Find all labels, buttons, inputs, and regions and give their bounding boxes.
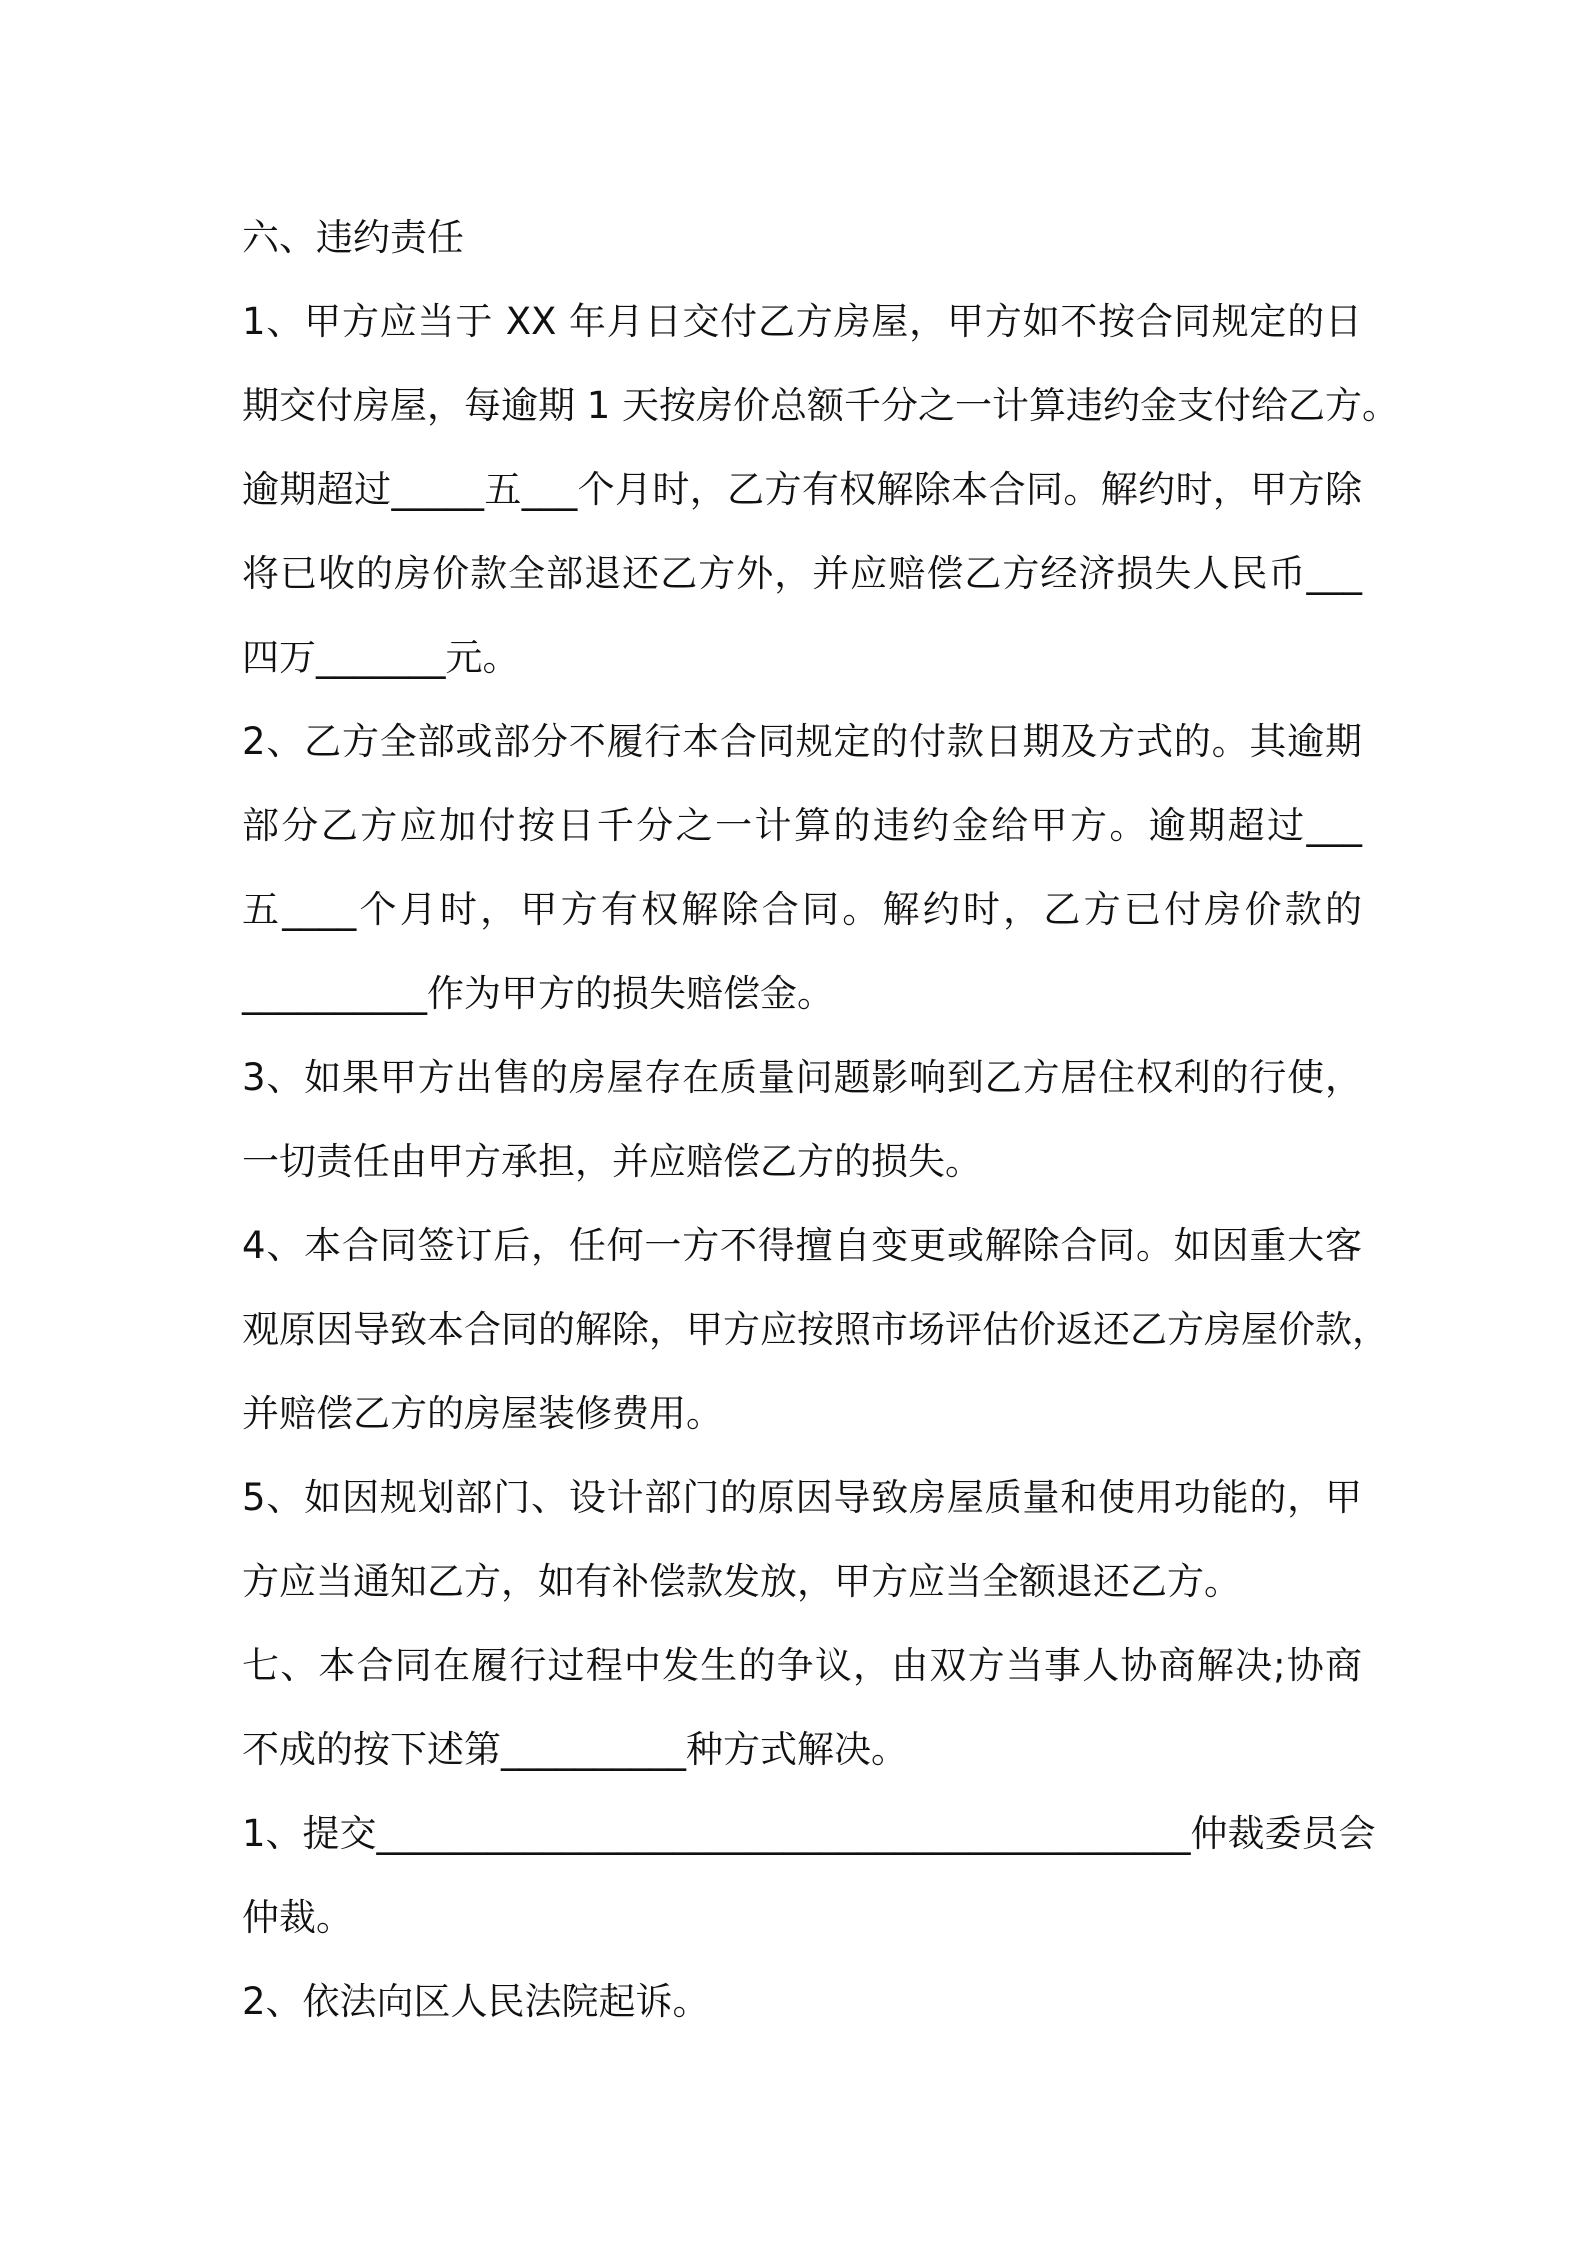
text-line: 2、依法向区人民法院起诉。: [242, 1980, 710, 2023]
text-line: 将已收的房价款全部退还乙方外，并应赔偿乙方经济损失人民币___: [242, 552, 1362, 595]
text-line: 逾期超过_____五___个月时，乙方有权解除本合同。解约时，甲方除: [242, 468, 1362, 511]
text-line: 期交付房屋，每逾期 1 天按房价总额千分之一计算违约金支付给乙方。: [242, 384, 1400, 427]
text-line: 3、如果甲方出售的房屋存在质量问题影响到乙方居住权利的行使，: [242, 1056, 1362, 1099]
text-line: 部分乙方应加付按日千分之一计算的违约金给甲方。逾期超过___: [242, 804, 1362, 847]
text-line: __________作为甲方的损失赔偿金。: [242, 972, 834, 1015]
text-line: 一切责任由甲方承担，并应赔偿乙方的损失。: [242, 1140, 982, 1183]
text-line: 2、乙方全部或部分不履行本合同规定的付款日期及方式的。其逾期: [242, 720, 1362, 763]
section-heading-breach: 六、违约责任: [242, 216, 464, 259]
text-line: 观原因导致本合同的解除，甲方应按照市场评估价返还乙方房屋价款，: [242, 1308, 1389, 1351]
text-line: 不成的按下述第__________种方式解决。: [242, 1728, 908, 1771]
text-line: 四万_______元。: [242, 636, 520, 679]
text-line: 并赔偿乙方的房屋装修费用。: [242, 1392, 723, 1435]
text-line: 方应当通知乙方，如有补偿款发放，甲方应当全额退还乙方。: [242, 1560, 1241, 1603]
text-line: 5、如因规划部门、设计部门的原因导致房屋质量和使用功能的，甲: [242, 1476, 1362, 1519]
text-line: 4、本合同签订后，任何一方不得擅自变更或解除合同。如因重大客: [242, 1224, 1362, 1267]
text-line: 仲裁。: [242, 1896, 353, 1939]
document-body: [242, 196, 1400, 2044]
text-line: 1、甲方应当于 XX 年月日交付乙方房屋，甲方如不按合同规定的日: [242, 300, 1362, 343]
section-heading-disputes: 七、本合同在履行过程中发生的争议，由双方当事人协商解决;协商: [242, 1644, 1362, 1687]
text-line: 1、提交____________________________________________仲裁委员会: [242, 1812, 1376, 1855]
text-line: 五____个月时，甲方有权解除合同。解约时，乙方已付房价款的: [242, 888, 1362, 931]
